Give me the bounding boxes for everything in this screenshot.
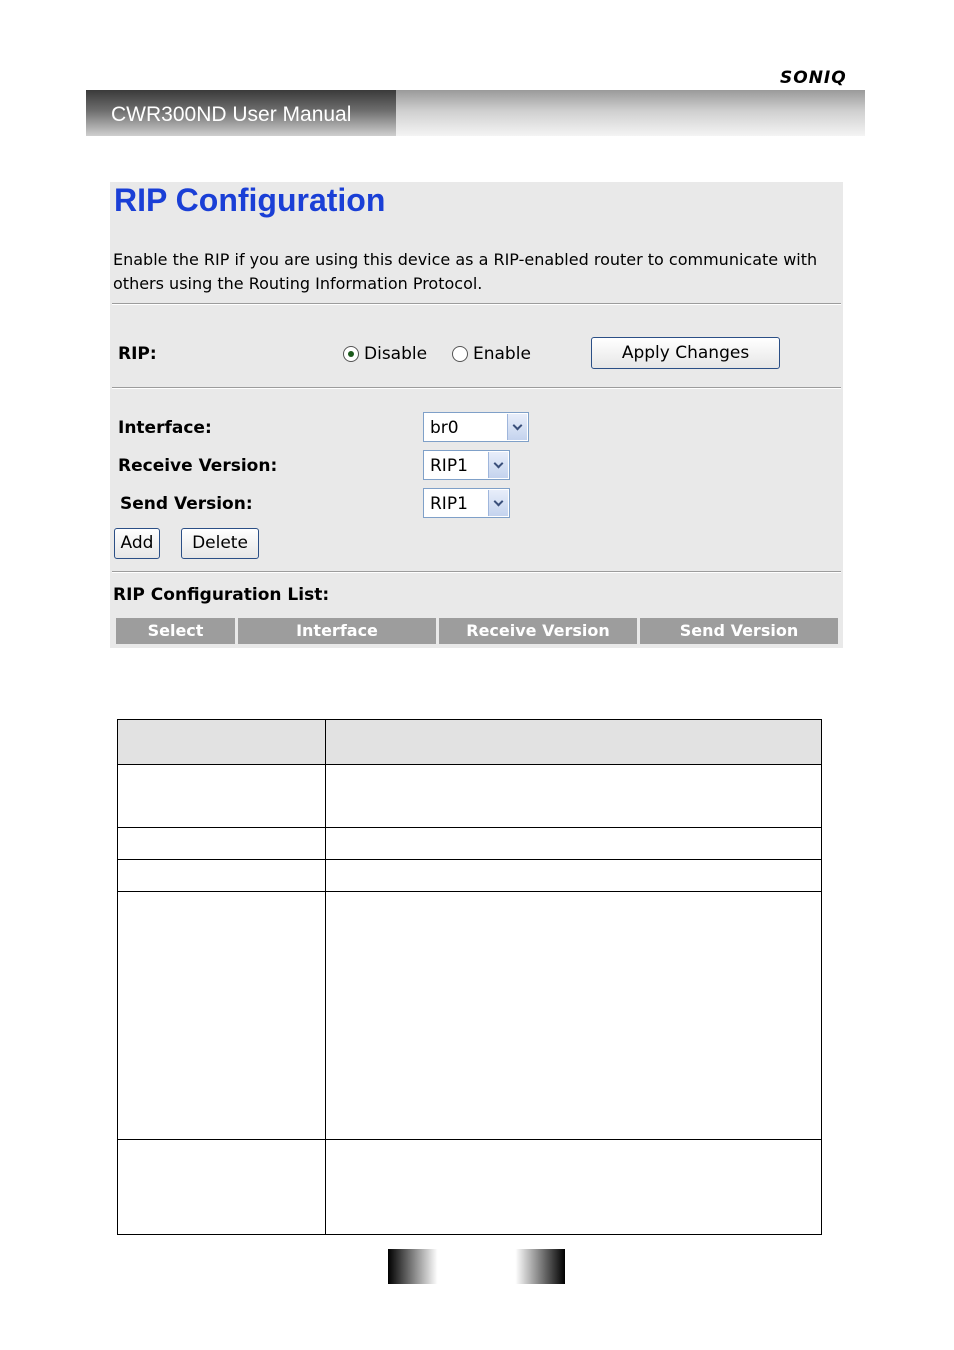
send-version-label: Send Version:	[120, 494, 253, 514]
radio-enable-icon[interactable]	[452, 346, 468, 362]
radio-enable-label: Enable	[473, 344, 531, 364]
receive-version-select[interactable]	[423, 450, 510, 480]
radio-enable[interactable]	[452, 344, 531, 364]
receive-version-value: RIP1	[430, 456, 468, 476]
footer-gradient-block	[388, 1249, 565, 1284]
interface-label: Interface:	[118, 418, 212, 438]
apply-changes-button[interactable]: Apply Changes	[591, 337, 780, 369]
divider	[112, 303, 841, 305]
delete-button[interactable]: Delete	[181, 528, 259, 559]
divider	[112, 571, 841, 573]
interface-value: br0	[430, 418, 459, 438]
table-header-cell	[118, 720, 326, 765]
page-description: Enable the RIP if you are using this device as a RIP-enabled router to communicate with others using the Routing Information Protocol.	[113, 250, 818, 293]
column-header-send-version: Send Version	[640, 618, 838, 644]
column-header-receive-version: Receive Version	[439, 618, 637, 644]
list-title: RIP Configuration List:	[113, 585, 330, 605]
rip-label: RIP:	[118, 344, 157, 364]
column-header-select: Select	[116, 618, 235, 644]
table-row	[118, 1140, 822, 1235]
receive-version-label: Receive Version:	[118, 456, 278, 476]
brand-logo: SONIQ	[780, 68, 847, 88]
table-header-row	[118, 720, 822, 765]
rip-configuration-panel	[110, 182, 843, 648]
column-header-interface: Interface	[238, 618, 436, 644]
manual-title: CWR300ND User Manual	[111, 103, 352, 126]
chevron-down-icon[interactable]	[488, 490, 508, 516]
radio-disable[interactable]	[343, 344, 427, 364]
table-row	[118, 892, 822, 1140]
interface-select[interactable]	[423, 412, 529, 442]
chevron-down-icon[interactable]	[488, 452, 508, 478]
table-row	[118, 828, 822, 860]
chevron-down-icon[interactable]	[507, 414, 527, 440]
add-button[interactable]: Add	[114, 528, 160, 559]
send-version-select[interactable]	[423, 488, 510, 518]
table-row	[118, 860, 822, 892]
radio-disable-label: Disable	[364, 344, 428, 364]
table-header-cell	[326, 720, 822, 765]
send-version-value: RIP1	[430, 494, 468, 514]
description-table	[117, 719, 822, 1235]
table-row	[118, 765, 822, 828]
radio-disable-icon[interactable]	[343, 346, 359, 362]
page-title: RIP Configuration	[114, 182, 386, 218]
divider	[112, 387, 841, 389]
